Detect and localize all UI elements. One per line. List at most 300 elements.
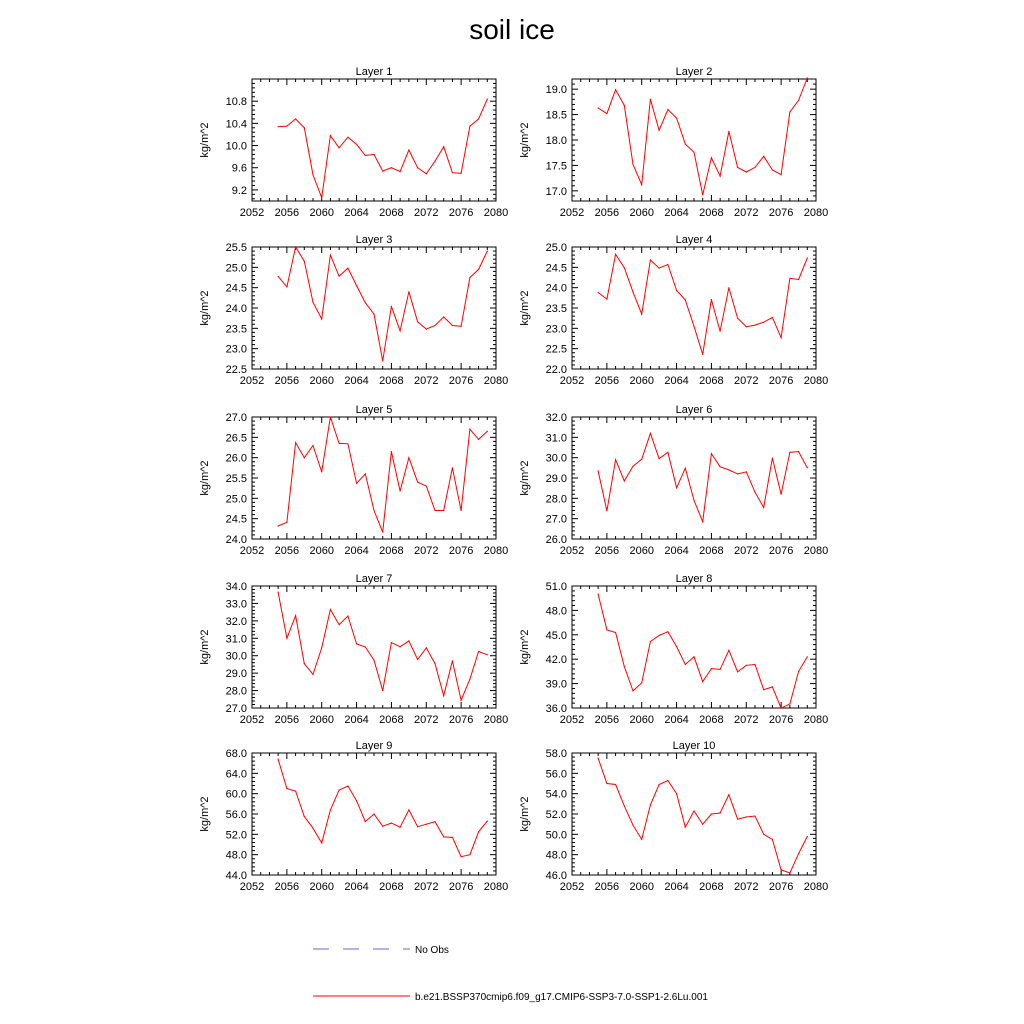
y-tick-label: 25.0 bbox=[225, 493, 247, 506]
data-point bbox=[720, 669, 721, 670]
data-point bbox=[452, 325, 453, 326]
data-point bbox=[702, 824, 703, 825]
data-point bbox=[685, 144, 686, 145]
x-tick-label: 2076 bbox=[448, 545, 474, 557]
data-point bbox=[461, 326, 462, 327]
data-point bbox=[304, 127, 305, 128]
y-tick-label: 60.0 bbox=[225, 788, 247, 801]
data-point bbox=[461, 510, 462, 511]
data-point bbox=[461, 856, 462, 857]
x-tick-label: 2068 bbox=[699, 881, 724, 893]
data-point bbox=[478, 439, 479, 440]
data-point bbox=[754, 167, 755, 168]
data-point bbox=[798, 451, 799, 452]
data-point bbox=[737, 167, 738, 168]
data-point bbox=[426, 647, 427, 648]
data-point bbox=[632, 292, 633, 293]
y-tick-label: 54.0 bbox=[545, 788, 567, 801]
data-point bbox=[295, 442, 296, 443]
data-point bbox=[763, 507, 764, 508]
x-tick-label: 2072 bbox=[734, 881, 759, 893]
data-point bbox=[711, 668, 712, 669]
data-point bbox=[772, 458, 773, 459]
y-tick-label: 27.0 bbox=[225, 703, 247, 715]
x-tick-label: 2080 bbox=[803, 545, 829, 557]
data-point bbox=[417, 482, 418, 483]
data-point bbox=[763, 834, 764, 835]
y-tick-label: 48.0 bbox=[545, 849, 567, 862]
y-tick-label: 28.0 bbox=[545, 493, 567, 506]
plot-frame bbox=[252, 586, 496, 708]
data-point bbox=[702, 681, 703, 682]
data-point bbox=[321, 197, 322, 198]
data-point bbox=[365, 646, 366, 647]
y-tick-label: 10.8 bbox=[225, 96, 247, 109]
data-point bbox=[356, 285, 357, 286]
y-tick-label: 19.0 bbox=[545, 84, 567, 97]
x-tick-label: 2064 bbox=[664, 881, 689, 893]
data-point bbox=[487, 431, 488, 432]
chart-panel-6 bbox=[519, 404, 828, 557]
data-point bbox=[711, 157, 712, 158]
x-tick-label: 2064 bbox=[664, 375, 689, 387]
data-point bbox=[321, 647, 322, 648]
y-tick-label: 10.4 bbox=[225, 118, 247, 131]
x-tick-label: 2072 bbox=[734, 714, 759, 726]
x-tick-label: 2060 bbox=[629, 545, 654, 557]
data-point bbox=[632, 690, 633, 691]
data-point bbox=[632, 164, 633, 165]
data-point bbox=[478, 831, 479, 832]
data-point bbox=[650, 433, 651, 434]
data-point bbox=[598, 594, 599, 595]
data-point bbox=[746, 326, 747, 327]
data-point bbox=[434, 821, 435, 822]
data-point bbox=[702, 354, 703, 355]
data-point bbox=[789, 452, 790, 453]
data-point bbox=[685, 664, 686, 665]
y-tick-label: 32.0 bbox=[545, 412, 567, 424]
y-tick-label: 33.0 bbox=[225, 598, 247, 611]
x-tick-label: 2080 bbox=[803, 207, 829, 219]
series-line-1 bbox=[598, 78, 807, 195]
x-tick-label: 2064 bbox=[344, 881, 369, 893]
data-point bbox=[615, 784, 616, 785]
x-tick-label: 2068 bbox=[379, 375, 404, 387]
y-tick-label: 30.0 bbox=[225, 650, 247, 663]
x-tick-label: 2060 bbox=[309, 375, 334, 387]
y-axis-label: kg/m^2 bbox=[199, 796, 211, 832]
x-tick-label: 2052 bbox=[559, 881, 585, 893]
data-point bbox=[452, 837, 453, 838]
data-point bbox=[417, 167, 418, 168]
data-point bbox=[469, 429, 470, 430]
y-tick-label: 52.0 bbox=[225, 829, 247, 842]
chart-panel-4 bbox=[519, 234, 828, 387]
data-point bbox=[278, 525, 279, 526]
series-line-1 bbox=[598, 758, 807, 873]
data-point bbox=[763, 156, 764, 157]
data-point bbox=[789, 278, 790, 279]
y-axis-label: kg/m^2 bbox=[199, 122, 211, 158]
data-point bbox=[330, 135, 331, 136]
data-point bbox=[615, 254, 616, 255]
y-tick-label: 9.6 bbox=[231, 162, 247, 175]
y-tick-label: 50.0 bbox=[545, 829, 567, 842]
data-point bbox=[676, 487, 677, 488]
y-tick-label: 27.0 bbox=[225, 412, 247, 424]
panel-title: Layer 5 bbox=[355, 404, 393, 416]
data-point bbox=[798, 671, 799, 672]
data-point bbox=[659, 130, 660, 131]
legend-model-label: b.e21.BSSP370cmip6.f09_g17.CMIP6-SSP3-7.0-SSP1-2.6Lu.001 bbox=[415, 992, 708, 1003]
data-point bbox=[295, 118, 296, 119]
y-tick-label: 44.0 bbox=[225, 870, 247, 882]
data-point bbox=[772, 686, 773, 687]
plot-frame bbox=[572, 417, 816, 539]
data-point bbox=[356, 144, 357, 145]
data-point bbox=[650, 804, 651, 805]
x-tick-label: 2052 bbox=[559, 375, 585, 387]
data-point bbox=[746, 471, 747, 472]
plot-frame bbox=[572, 586, 816, 708]
series-line-1 bbox=[598, 594, 807, 708]
chart-panels bbox=[199, 66, 828, 893]
plot-frame bbox=[572, 79, 816, 201]
data-point bbox=[728, 287, 729, 288]
y-tick-label: 29.0 bbox=[225, 668, 247, 681]
x-tick-label: 2076 bbox=[768, 714, 794, 726]
data-point bbox=[286, 788, 287, 789]
y-tick-label: 23.5 bbox=[545, 303, 567, 315]
x-tick-label: 2068 bbox=[699, 714, 724, 726]
data-point bbox=[461, 700, 462, 701]
x-tick-label: 2064 bbox=[664, 545, 689, 557]
x-tick-label: 2056 bbox=[594, 375, 620, 387]
data-point bbox=[434, 663, 435, 664]
x-tick-label: 2072 bbox=[414, 714, 439, 726]
data-point bbox=[391, 642, 392, 643]
y-tick-label: 42.0 bbox=[545, 654, 567, 667]
data-point bbox=[443, 836, 444, 837]
data-point bbox=[417, 659, 418, 660]
data-point bbox=[356, 643, 357, 644]
x-tick-label: 2052 bbox=[559, 714, 585, 726]
data-point bbox=[789, 111, 790, 112]
data-point bbox=[487, 251, 488, 252]
data-point bbox=[746, 665, 747, 666]
data-point bbox=[321, 318, 322, 319]
data-point bbox=[339, 443, 340, 444]
data-point bbox=[426, 824, 427, 825]
data-point bbox=[434, 161, 435, 162]
data-point bbox=[763, 689, 764, 690]
data-point bbox=[598, 107, 599, 108]
x-tick-label: 2076 bbox=[448, 714, 474, 726]
x-tick-label: 2072 bbox=[734, 545, 759, 557]
data-point bbox=[720, 466, 721, 467]
data-point bbox=[615, 632, 616, 633]
chart-panel-2 bbox=[519, 66, 828, 219]
y-tick-label: 18.0 bbox=[545, 135, 567, 147]
x-tick-label: 2072 bbox=[414, 881, 439, 893]
data-point bbox=[391, 823, 392, 824]
data-point bbox=[321, 842, 322, 843]
data-point bbox=[312, 174, 313, 175]
y-tick-label: 17.5 bbox=[545, 160, 567, 173]
data-point bbox=[278, 126, 279, 127]
x-tick-label: 2076 bbox=[768, 207, 794, 219]
data-point bbox=[702, 194, 703, 195]
x-tick-label: 2068 bbox=[699, 375, 724, 387]
data-point bbox=[685, 827, 686, 828]
data-point bbox=[772, 317, 773, 318]
data-point bbox=[728, 794, 729, 795]
data-point bbox=[452, 172, 453, 173]
x-tick-label: 2056 bbox=[274, 714, 300, 726]
y-tick-label: 36.0 bbox=[545, 703, 567, 715]
y-tick-label: 48.0 bbox=[225, 849, 247, 862]
y-axis-label: kg/m^2 bbox=[519, 796, 531, 832]
data-point bbox=[443, 695, 444, 696]
data-point bbox=[650, 641, 651, 642]
y-tick-label: 56.0 bbox=[225, 809, 247, 821]
figure-title: soil ice bbox=[469, 14, 555, 45]
data-point bbox=[443, 510, 444, 511]
y-tick-label: 31.0 bbox=[545, 432, 567, 445]
y-tick-label: 27.0 bbox=[545, 513, 567, 526]
series-line-1 bbox=[278, 99, 487, 198]
x-tick-label: 2068 bbox=[379, 545, 404, 557]
data-point bbox=[650, 259, 651, 260]
data-point bbox=[356, 800, 357, 801]
x-tick-label: 2052 bbox=[239, 375, 265, 387]
x-tick-label: 2080 bbox=[803, 375, 829, 387]
data-point bbox=[693, 810, 694, 811]
data-point bbox=[400, 646, 401, 647]
data-point bbox=[781, 708, 782, 709]
data-point bbox=[606, 510, 607, 511]
y-axis-label: kg/m^2 bbox=[519, 290, 531, 326]
x-tick-label: 2060 bbox=[629, 714, 654, 726]
data-point bbox=[469, 679, 470, 680]
data-point bbox=[487, 654, 488, 655]
x-tick-label: 2076 bbox=[448, 207, 474, 219]
data-point bbox=[304, 457, 305, 458]
data-point bbox=[330, 255, 331, 256]
x-tick-label: 2056 bbox=[274, 545, 300, 557]
panel-title: Layer 7 bbox=[355, 573, 393, 585]
data-point bbox=[632, 466, 633, 467]
data-point bbox=[641, 314, 642, 315]
chart-panel-10 bbox=[519, 740, 828, 893]
data-point bbox=[434, 510, 435, 511]
data-point bbox=[772, 169, 773, 170]
data-point bbox=[286, 638, 287, 639]
data-point bbox=[373, 154, 374, 155]
data-point bbox=[286, 126, 287, 127]
data-point bbox=[330, 416, 331, 417]
data-point bbox=[728, 650, 729, 651]
x-tick-label: 2080 bbox=[803, 714, 829, 726]
y-tick-label: 24.0 bbox=[225, 303, 247, 315]
x-tick-label: 2068 bbox=[379, 881, 404, 893]
x-tick-label: 2068 bbox=[379, 714, 404, 726]
data-point bbox=[373, 510, 374, 511]
chart-panel-3 bbox=[199, 234, 508, 387]
data-point bbox=[487, 821, 488, 822]
data-point bbox=[615, 89, 616, 90]
data-point bbox=[606, 113, 607, 114]
y-axis-label: kg/m^2 bbox=[519, 460, 531, 496]
data-point bbox=[676, 290, 677, 291]
data-point bbox=[667, 264, 668, 265]
data-point bbox=[685, 299, 686, 300]
data-point bbox=[624, 480, 625, 481]
y-tick-label: 26.5 bbox=[225, 432, 247, 445]
data-point bbox=[356, 483, 357, 484]
data-point bbox=[417, 321, 418, 322]
x-tick-label: 2072 bbox=[734, 375, 759, 387]
data-point bbox=[807, 656, 808, 657]
y-tick-label: 26.0 bbox=[545, 534, 567, 546]
data-point bbox=[798, 279, 799, 280]
y-tick-label: 29.0 bbox=[545, 473, 567, 485]
plot-frame bbox=[572, 247, 816, 369]
data-point bbox=[693, 500, 694, 501]
y-tick-label: 25.5 bbox=[225, 473, 247, 485]
x-tick-label: 2076 bbox=[768, 881, 794, 893]
x-tick-label: 2064 bbox=[344, 545, 369, 557]
data-point bbox=[487, 98, 488, 99]
x-tick-label: 2060 bbox=[629, 881, 654, 893]
plot-frame bbox=[252, 247, 496, 369]
y-tick-label: 25.0 bbox=[545, 242, 567, 254]
data-point bbox=[606, 629, 607, 630]
x-tick-label: 2056 bbox=[274, 881, 300, 893]
y-tick-label: 26.0 bbox=[225, 452, 247, 465]
data-point bbox=[339, 147, 340, 148]
y-tick-label: 58.0 bbox=[545, 748, 567, 760]
x-tick-label: 2060 bbox=[309, 714, 334, 726]
y-tick-label: 23.0 bbox=[545, 323, 567, 336]
data-point bbox=[408, 809, 409, 810]
series-line-1 bbox=[278, 417, 487, 532]
data-point bbox=[641, 459, 642, 460]
data-point bbox=[452, 467, 453, 468]
data-point bbox=[408, 149, 409, 150]
x-tick-label: 2068 bbox=[699, 207, 724, 219]
data-point bbox=[798, 100, 799, 101]
x-tick-label: 2064 bbox=[344, 375, 369, 387]
data-point bbox=[304, 663, 305, 664]
y-axis-label: kg/m^2 bbox=[199, 290, 211, 326]
data-point bbox=[408, 640, 409, 641]
data-point bbox=[391, 306, 392, 307]
x-tick-label: 2080 bbox=[483, 375, 509, 387]
x-tick-label: 2064 bbox=[344, 714, 369, 726]
y-tick-label: 22.5 bbox=[545, 343, 567, 356]
data-point bbox=[295, 791, 296, 792]
data-point bbox=[720, 331, 721, 332]
data-point bbox=[754, 325, 755, 326]
legend bbox=[313, 945, 708, 1003]
data-point bbox=[807, 467, 808, 468]
data-point bbox=[469, 854, 470, 855]
x-tick-label: 2060 bbox=[629, 207, 654, 219]
data-point bbox=[382, 690, 383, 691]
data-point bbox=[312, 828, 313, 829]
x-tick-label: 2080 bbox=[803, 881, 829, 893]
data-point bbox=[624, 805, 625, 806]
x-tick-label: 2052 bbox=[239, 714, 265, 726]
data-point bbox=[347, 137, 348, 138]
data-point bbox=[426, 486, 427, 487]
x-tick-label: 2052 bbox=[239, 207, 265, 219]
chart-panel-1 bbox=[199, 66, 508, 219]
data-point bbox=[606, 299, 607, 300]
x-tick-label: 2056 bbox=[594, 714, 620, 726]
data-point bbox=[659, 635, 660, 636]
data-point bbox=[693, 152, 694, 153]
data-point bbox=[400, 827, 401, 828]
data-point bbox=[676, 646, 677, 647]
data-point bbox=[382, 171, 383, 172]
y-tick-label: 9.2 bbox=[231, 184, 247, 197]
data-point bbox=[469, 277, 470, 278]
y-tick-label: 64.0 bbox=[225, 768, 247, 781]
series-line-1 bbox=[598, 433, 807, 521]
data-point bbox=[659, 458, 660, 459]
data-point bbox=[754, 815, 755, 816]
data-point bbox=[720, 176, 721, 177]
data-point bbox=[339, 790, 340, 791]
y-tick-label: 51.0 bbox=[545, 581, 567, 593]
data-point bbox=[693, 656, 694, 657]
y-tick-label: 48.0 bbox=[545, 605, 567, 618]
data-point bbox=[624, 105, 625, 106]
data-point bbox=[667, 452, 668, 453]
data-point bbox=[312, 302, 313, 303]
data-point bbox=[408, 291, 409, 292]
y-tick-label: 45.0 bbox=[545, 629, 567, 642]
data-point bbox=[667, 631, 668, 632]
x-tick-label: 2076 bbox=[768, 545, 794, 557]
panel-title: Layer 4 bbox=[675, 234, 713, 246]
y-axis-label: kg/m^2 bbox=[519, 629, 531, 665]
y-tick-label: 24.5 bbox=[225, 282, 247, 295]
data-point bbox=[391, 167, 392, 168]
data-point bbox=[702, 521, 703, 522]
data-point bbox=[339, 624, 340, 625]
data-point bbox=[615, 459, 616, 460]
x-tick-label: 2052 bbox=[559, 207, 585, 219]
data-point bbox=[434, 325, 435, 326]
data-point bbox=[772, 839, 773, 840]
y-tick-label: 46.0 bbox=[545, 870, 567, 882]
data-point bbox=[667, 780, 668, 781]
data-point bbox=[400, 330, 401, 331]
data-point bbox=[347, 785, 348, 786]
panel-title: Layer 9 bbox=[355, 740, 393, 752]
data-point bbox=[598, 758, 599, 759]
panel-title: Layer 10 bbox=[672, 740, 716, 752]
data-point bbox=[426, 173, 427, 174]
data-point bbox=[373, 314, 374, 315]
data-point bbox=[676, 118, 677, 119]
plot-frame bbox=[252, 417, 496, 539]
panel-title: Layer 6 bbox=[675, 404, 713, 416]
